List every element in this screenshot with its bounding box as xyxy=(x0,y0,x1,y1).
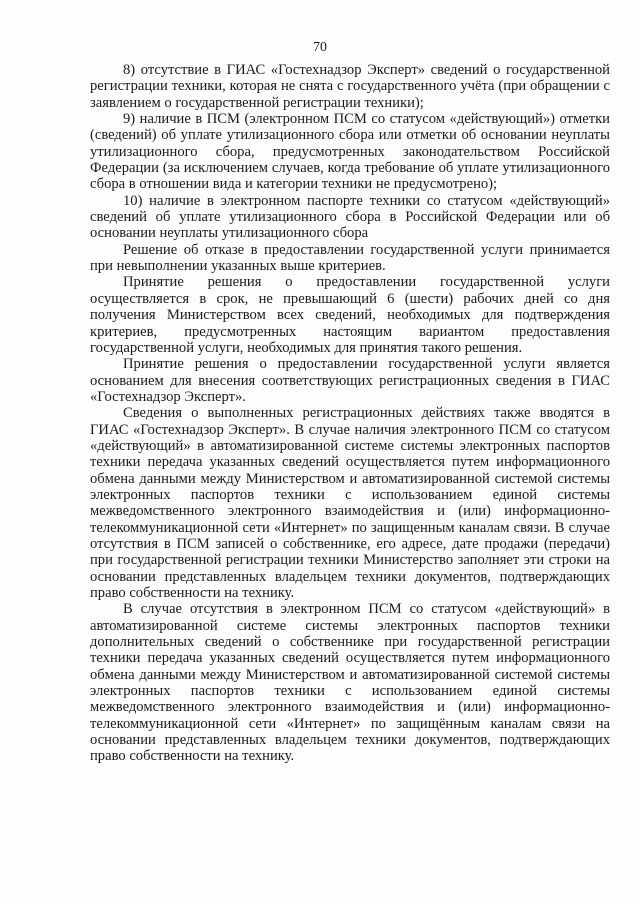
paragraph-absent-owner-data: В случае отсутствия в электронном ПСМ со статусом «действующий» в автоматизированной системе системы электронных паспортов техники дополнительных сведений о собственнике при государственной регистрации техники передача указанных сведений осуществляется путем информационного обмена данными между Министерством и автоматизированной системой системы электронных паспортов техники с использованием единой системы межведомственного электронного взаимодействия и (или) информационно-телекоммуникационной сети «Интернет» по защищённым каналам связи на основании представленных владельцем техники документов, подтверждающих право собственности на технику. xyxy=(90,601,610,765)
paragraph-decision-basis: Принятие решения о предоставлении государственной услуги является основанием для внесения соответствующих регистрационных сведения в ГИАС «Гостехнадзор Эксперт». xyxy=(90,356,610,405)
paragraph-item-10: 10) наличие в электронном паспорте техники со статусом «действующий» сведений об уплате утилизационного сбора в Российской Федерации или об основании неуплаты утилизационного сбора xyxy=(90,192,610,242)
document-body xyxy=(90,62,610,765)
paragraph-registration-data-entry: Сведения о выполненных регистрационных действиях также вводятся в ГИАС «Гостехнадзор Эксперт». В случае наличия электронного ПСМ со статусом «действующий» в автоматизированной системе системы электронных паспортов техники передача указанных сведений осуществляется путем информационного обмена данными между Министерством и автоматизированной системой системы электронных паспортов техники с использованием единой системы межведомственного электронного взаимодействия и (или) информационно-телекоммуникационной сети «Интернет» по защищенным каналам связи. В случае отсутствия в ПСМ записей о собственнике, его адресе, дате продажи (передачи) при государственной регистрации техники Министерство заполняет эти строки на основании представленных владельцем техники документов, подтверждающих право собственности на технику. xyxy=(90,405,610,601)
paragraph-item-9: 9) наличие в ПСМ (электронном ПСМ со статусом «действующий») отметки (сведений) об уплате утилизационного сбора или отметки об основании неуплаты утилизационного сбора, предусмотренных законодательством Российской Федерации (за исключением случаев, когда требование об уплате утилизационного сбора в отношении вида и категории техники не предусмотрено); xyxy=(90,111,610,193)
paragraph-refusal-decision: Решение об отказе в предоставлении государственной услуги принимается при невыполнении указанных выше критериев. xyxy=(90,241,610,275)
page-number: 70 xyxy=(313,40,327,55)
paragraph-decision-deadline: Принятие решения о предоставлении государственной услуги осуществляется в срок, не превышающий 6 (шести) рабочих дней со дня получения Министерством всех сведений, необходимых для подтверждения критериев, предусмотренных настоящим вариантом предоставления государственной услуги, необходимых для принятия такого решения. xyxy=(90,274,610,356)
paragraph-item-8: 8) отсутствие в ГИАС «Гостехнадзор Эксперт» сведений о государственной регистрации техники, которая не снята с государственного учёта (при обращении с заявлением о государственной регистрации техники); xyxy=(90,62,610,111)
